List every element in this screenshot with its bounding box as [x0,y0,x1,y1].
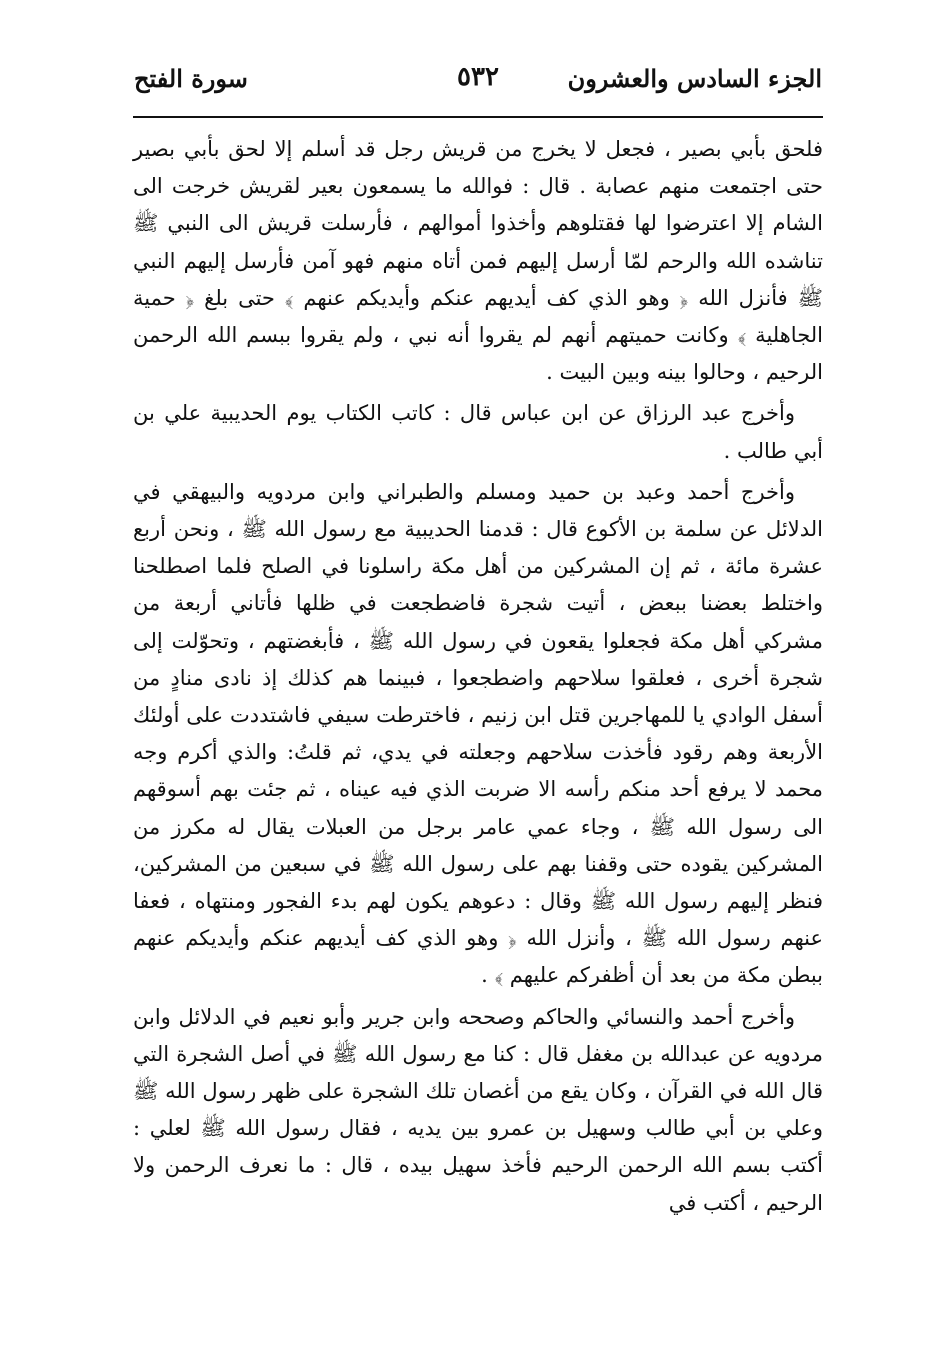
paragraph: وأخرج أحمد والنسائي والحاكم وصححه وابن جرير وأبو نعيم في الدلائل وابن مردويه عن عبدالله بن مغفل قال : كنا مع رسول الله ﷺ في أصل الشجرة التي قال الله في القرآن ، وكان يقع من أغصان تلك الشجرة على ظهر رسول الله ﷺ وعلي بن أبي طالب وسهيل بن عمرو بين يديه ، فقال رسول الله ﷺ لعلي : أكتب بسم الله الرحمن الرحيم فأخذ سهيل بيده ، قال : ما نعرف الرحمن ولا الرحيم ، أكتب في [133,1004,823,1215]
body-text [133,131,823,1222]
paragraph: وأخرج عبد الرزاق عن ابن عباس قال : كاتب الكتاب يوم الحديبية علي بن أبي طالب . [133,401,823,463]
paragraph: وأخرج أحمد وعبد بن حميد ومسلم والطبراني وابن مردويه والبيهقي في الدلائل عن سلمة بن الأكوع قال : قدمنا الحديبية مع رسول الله ﷺ ، ونحن أربع عشرة مائة ، ثم إن المشركين من أهل مكة راسلونا في الصلح فلما اصطلحنا واختلط بعضنا ببعض ، أتيت شجرة فاضطجعت في ظلها فأتاني أربعة من مشركي أهل مكة فجعلوا يقعون في رسول الله ﷺ ، فأبغضتهم ، وتحوّلت إلى شجرة أخرى ، فعلقوا سلاحهم واضطجعوا ، فبينما هم كذلك إذ نادى منادٍ من أسفل الوادي يا للمهاجرين قتل ابن زنيم ، فاخترطت سيفي فاشتددت على أولئك الأربعة وهم رقود فأخذت سلاحهم وجعلته في يدي، ثم قلتُ: والذي أكرم وجه محمد لا يرفع أحد منكم رأسه الا ضربت الذي فيه عيناه ، ثم جئت بهم أسوقهم الى رسول الله ﷺ ، وجاء عمي عامر برجل من العبلات يقال له مكرز من المشركين يقوده حتى وقفنا بهم على رسول الله ﷺ في سبعين من المشركين، فنظر إليهم رسول الله ﷺ وقال : دعوهم يكون لهم بدء الفجور ومنتهاه ، فعفا عنهم رسول الله ﷺ ، وأنزل الله ﴿ وهو الذي كف أيديهم عنكم وأيديكم عنهم ببطن مكة من بعد أن أظفركم عليهم ﴾ . [133,479,823,988]
header-divider [133,116,823,118]
page-header [134,58,822,102]
surah-name: سورة الفتح [134,64,248,93]
page-number: ٥٣٢ [457,62,499,92]
running-title: الجزء السادس والعشرون [567,64,822,93]
paragraph: فلحق بأبي بصير ، فجعل لا يخرج من قريش رجل قد أسلم إلا لحق بأبي بصير حتى اجتمعت منهم عصابة . قال : فوالله ما يسمعون بعير لقريش خرجت الى الشام إلا اعترضوا لها فقتلوهم وأخذوا أموالهم ، فأرسلت قريش الى النبي ﷺ تناشده الله والرحم لمّا أرسل إليهم فمن أتاه منهم فهو آمن فأرسل إليهم النبي ﷺ فأنزل الله ﴿ وهو الذي كف أيديهم عنكم وأيديكم عنهم ﴾ حتى بلغ ﴿ حمية الجاهلية ﴾ وكانت حميتهم أنهم لم يقروا أنه نبي ، ولم يقروا ببسم الله الرحمن الرحيم ، وحالوا بينه وبين البيت . [133,137,823,385]
